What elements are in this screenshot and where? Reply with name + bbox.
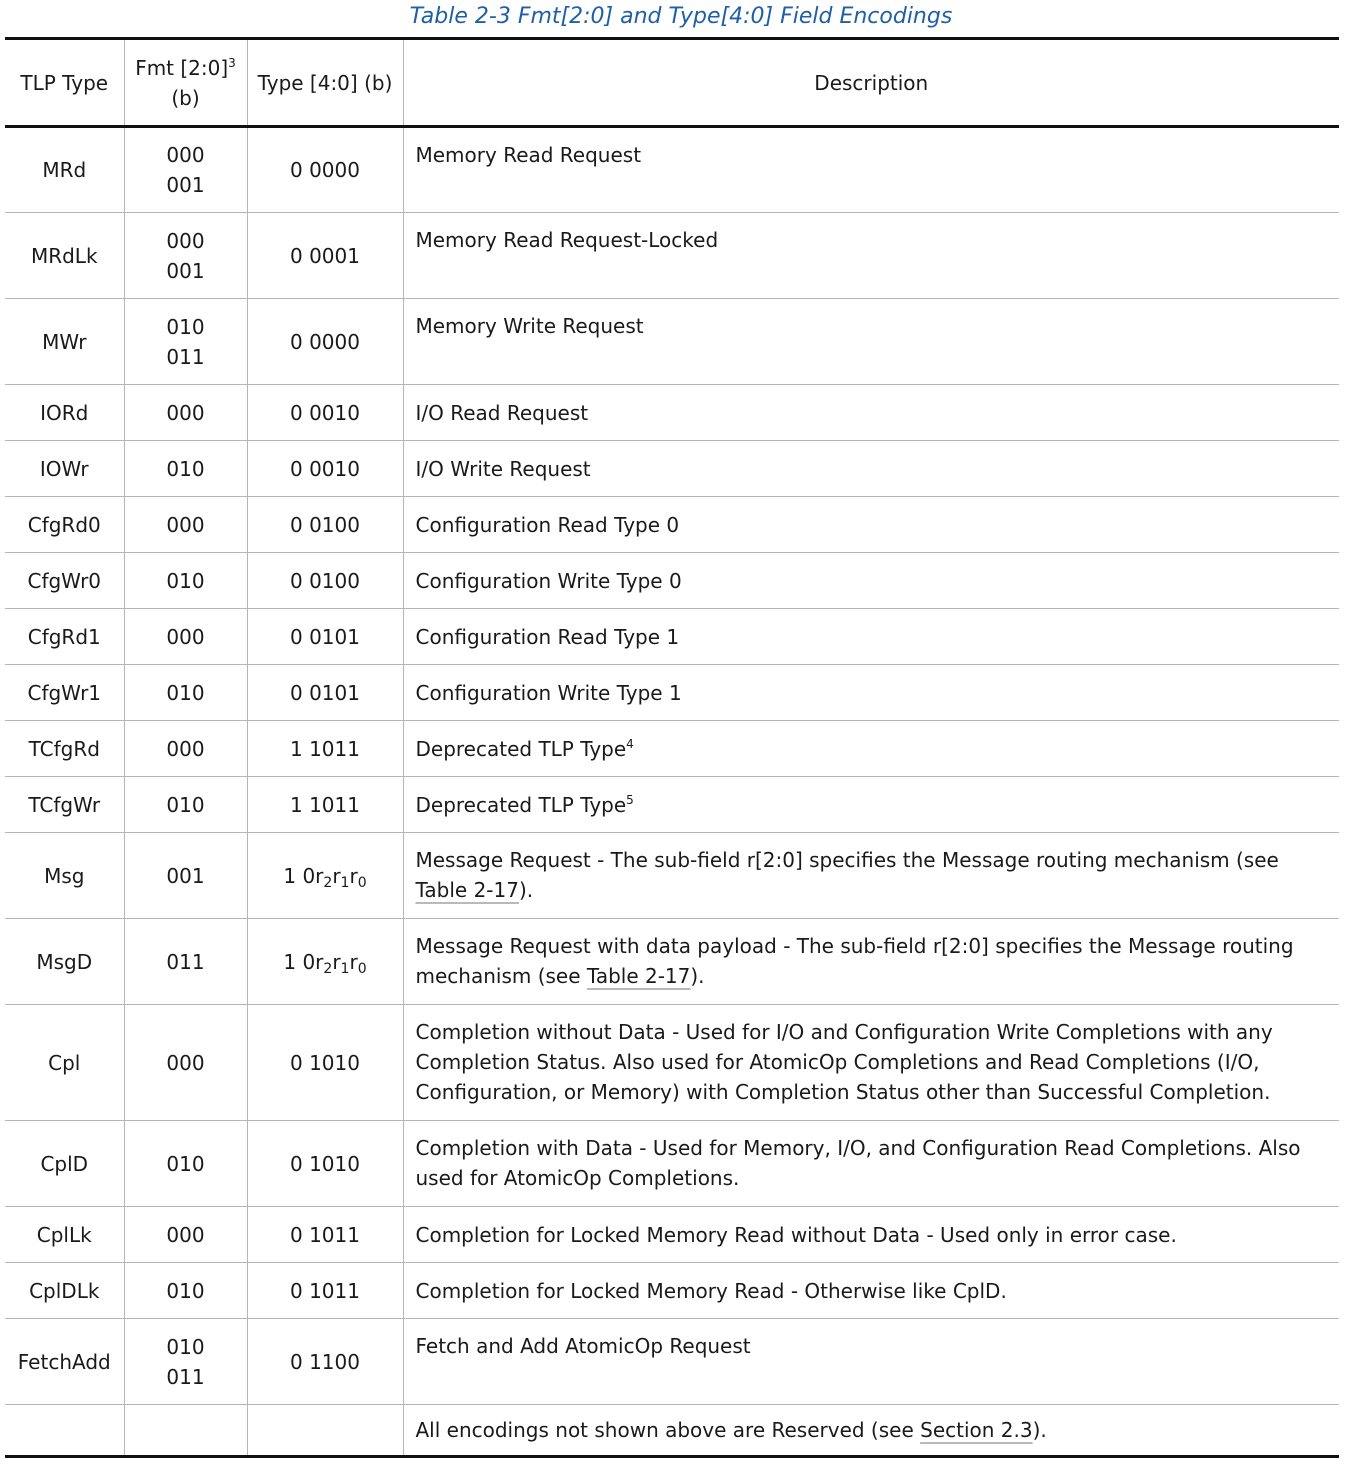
header-type: Type [4:0] (b) <box>247 39 403 127</box>
description-close: ). <box>690 964 705 988</box>
table-row <box>5 609 1339 665</box>
type-cell: 0 1011 <box>247 1207 403 1263</box>
description-cell: Configuration Write Type 0 <box>403 553 1339 609</box>
table-row <box>5 1319 1339 1405</box>
tlp-type-cell: CfgRd1 <box>5 609 124 665</box>
description-cell: Configuration Read Type 1 <box>403 609 1339 665</box>
subscript: 0 <box>357 874 367 891</box>
table-row <box>5 833 1339 919</box>
type-cell: 0 0001 <box>247 213 403 299</box>
table-row <box>5 213 1339 299</box>
fmt-cell: 010 <box>124 441 247 497</box>
header-fmt <box>124 39 247 127</box>
table-2-17-link[interactable]: Table 2-17 <box>415 878 519 902</box>
description-text: Deprecated TLP Type <box>415 736 627 761</box>
table-row <box>5 1005 1339 1121</box>
type-cell: 0 1100 <box>247 1319 403 1405</box>
type-cell: 0 0101 <box>247 609 403 665</box>
fmt-cell: 010 <box>124 553 247 609</box>
fmt-cell: 000 <box>124 609 247 665</box>
fmt-value: 011 <box>166 1364 205 1389</box>
table-row <box>5 1405 1339 1457</box>
type-r: r <box>349 949 358 974</box>
type-cell: 0 0010 <box>247 385 403 441</box>
table-row <box>5 441 1339 497</box>
table-row <box>5 721 1339 777</box>
description-cell: Completion for Locked Memory Read - Otherwise like CplD. <box>403 1263 1339 1319</box>
fmt-cell: 000 <box>124 497 247 553</box>
subscript: 1 <box>340 874 350 891</box>
header-fmt-label: Fmt [2:0] <box>135 55 229 80</box>
fmt-cell: 010 <box>124 1263 247 1319</box>
header-fmt-unit: (b) <box>171 85 200 110</box>
type-cell: 1 1011 <box>247 777 403 833</box>
footnote-ref-5[interactable]: 5 <box>626 792 634 807</box>
tlp-type-cell: CplD <box>5 1121 124 1207</box>
fmt-value: 000 <box>166 228 205 253</box>
fmt-cell: 000 <box>124 1207 247 1263</box>
table-row <box>5 127 1339 213</box>
table-2-17-link[interactable]: Table 2-17 <box>586 964 691 988</box>
description-text: Message Request with data payload - The sub-field r[2:0] specifies the Message routing mechanism (see <box>415 934 1294 988</box>
table-row <box>5 553 1339 609</box>
header-tlp-type: TLP Type <box>5 39 124 127</box>
type-cell: 0 1010 <box>247 1005 403 1121</box>
description-cell: Completion with Data - Used for Memory, I/O, and Configuration Read Completions. Also used for AtomicOp Completions. <box>403 1121 1339 1207</box>
type-r: r <box>349 863 358 888</box>
table-row <box>5 385 1339 441</box>
fmt-cell <box>124 299 247 385</box>
fmt-cell: 000 <box>124 1005 247 1121</box>
fmt-cell <box>124 213 247 299</box>
description-cell <box>403 833 1339 919</box>
fmt-cell: 011 <box>124 919 247 1005</box>
description-cell: I/O Write Request <box>403 441 1339 497</box>
table-row <box>5 777 1339 833</box>
type-prefix: 1 0r <box>283 949 324 974</box>
type-cell <box>247 833 403 919</box>
tlp-type-cell: MRdLk <box>5 213 124 299</box>
type-cell: 0 0100 <box>247 497 403 553</box>
type-prefix: 1 0r <box>283 863 324 888</box>
table-row <box>5 1207 1339 1263</box>
tlp-type-cell: Cpl <box>5 1005 124 1121</box>
header-description: Description <box>403 39 1339 127</box>
description-text: All encodings not shown above are Reserved (see <box>415 1418 921 1442</box>
description-close: ). <box>1032 1418 1047 1442</box>
table-row <box>5 497 1339 553</box>
table-row <box>5 1263 1339 1319</box>
type-cell <box>247 1405 403 1457</box>
field-encodings-table <box>5 37 1339 1458</box>
fmt-cell <box>124 127 247 213</box>
description-cell: Configuration Read Type 0 <box>403 497 1339 553</box>
description-cell <box>403 1405 1339 1457</box>
tlp-type-cell: IOWr <box>5 441 124 497</box>
description-cell: Completion without Data - Used for I/O and Configuration Write Completions with any Completion Status. Also used for AtomicOp Completions and Read Completions (I/O, Configuration, or Memory) with Completion Status other than Successful Completion. <box>403 1005 1339 1121</box>
tlp-type-cell <box>5 1405 124 1457</box>
subscript: 0 <box>357 960 367 977</box>
description-text: Message Request - The sub-field r[2:0] specifies the Message routing mechanism (see <box>415 848 1279 872</box>
type-cell: 0 1010 <box>247 1121 403 1207</box>
description-text: Deprecated TLP Type <box>415 792 627 817</box>
footnote-ref-3[interactable]: 3 <box>228 55 236 70</box>
description-cell <box>403 721 1339 777</box>
type-r: r <box>332 863 341 888</box>
fmt-cell: 000 <box>124 721 247 777</box>
table-row <box>5 299 1339 385</box>
type-cell <box>247 919 403 1005</box>
tlp-type-cell: FetchAdd <box>5 1319 124 1405</box>
description-close: ). <box>518 878 534 902</box>
fmt-value: 010 <box>166 314 205 339</box>
header-row <box>5 39 1339 127</box>
description-cell <box>403 919 1339 1005</box>
fmt-value: 001 <box>166 173 205 197</box>
type-cell: 0 0100 <box>247 553 403 609</box>
type-cell: 0 0000 <box>247 127 403 213</box>
subscript: 1 <box>340 960 350 977</box>
description-cell: Fetch and Add AtomicOp Request <box>403 1319 1339 1405</box>
tlp-type-cell: CplDLk <box>5 1263 124 1319</box>
type-r: r <box>332 949 341 974</box>
description-cell: Memory Write Request <box>403 299 1339 385</box>
fmt-value: 000 <box>166 143 205 167</box>
fmt-value: 001 <box>166 258 205 283</box>
tlp-type-cell: TCfgRd <box>5 721 124 777</box>
subscript: 2 <box>323 874 333 891</box>
type-cell: 0 0010 <box>247 441 403 497</box>
tlp-type-cell: Msg <box>5 833 124 919</box>
fmt-cell: 001 <box>124 833 247 919</box>
subscript: 2 <box>323 960 333 977</box>
tlp-type-cell: MRd <box>5 127 124 213</box>
type-cell: 0 0000 <box>247 299 403 385</box>
fmt-cell <box>124 1319 247 1405</box>
tlp-type-cell: TCfgWr <box>5 777 124 833</box>
description-cell: I/O Read Request <box>403 385 1339 441</box>
table-row <box>5 1121 1339 1207</box>
table-caption: Table 2-3 Fmt[2:0] and Type[4:0] Field Encodings <box>409 4 953 29</box>
tlp-type-cell: CplLk <box>5 1207 124 1263</box>
table-row <box>5 665 1339 721</box>
type-cell: 0 0101 <box>247 665 403 721</box>
fmt-cell: 010 <box>124 665 247 721</box>
tlp-type-cell: CfgWr0 <box>5 553 124 609</box>
description-cell: Completion for Locked Memory Read without Data - Used only in error case. <box>403 1207 1339 1263</box>
type-cell: 0 1011 <box>247 1263 403 1319</box>
tlp-type-cell: CfgRd0 <box>5 497 124 553</box>
fmt-cell <box>124 1405 247 1457</box>
tlp-type-cell: IORd <box>5 385 124 441</box>
footnote-ref-4[interactable]: 4 <box>626 736 634 751</box>
fmt-value: 010 <box>166 1334 205 1359</box>
description-cell: Configuration Write Type 1 <box>403 665 1339 721</box>
fmt-cell: 000 <box>124 385 247 441</box>
description-cell <box>403 777 1339 833</box>
type-cell: 1 1011 <box>247 721 403 777</box>
tlp-type-cell: MWr <box>5 299 124 385</box>
description-cell: Memory Read Request <box>403 127 1339 213</box>
fmt-cell: 010 <box>124 1121 247 1207</box>
section-2-3-link[interactable]: Section 2.3 <box>920 1418 1033 1442</box>
description-cell: Memory Read Request-Locked <box>403 213 1339 299</box>
tlp-type-cell: MsgD <box>5 919 124 1005</box>
table-row <box>5 919 1339 1005</box>
tlp-type-cell: CfgWr1 <box>5 665 124 721</box>
fmt-cell: 010 <box>124 777 247 833</box>
fmt-value: 011 <box>166 344 205 369</box>
